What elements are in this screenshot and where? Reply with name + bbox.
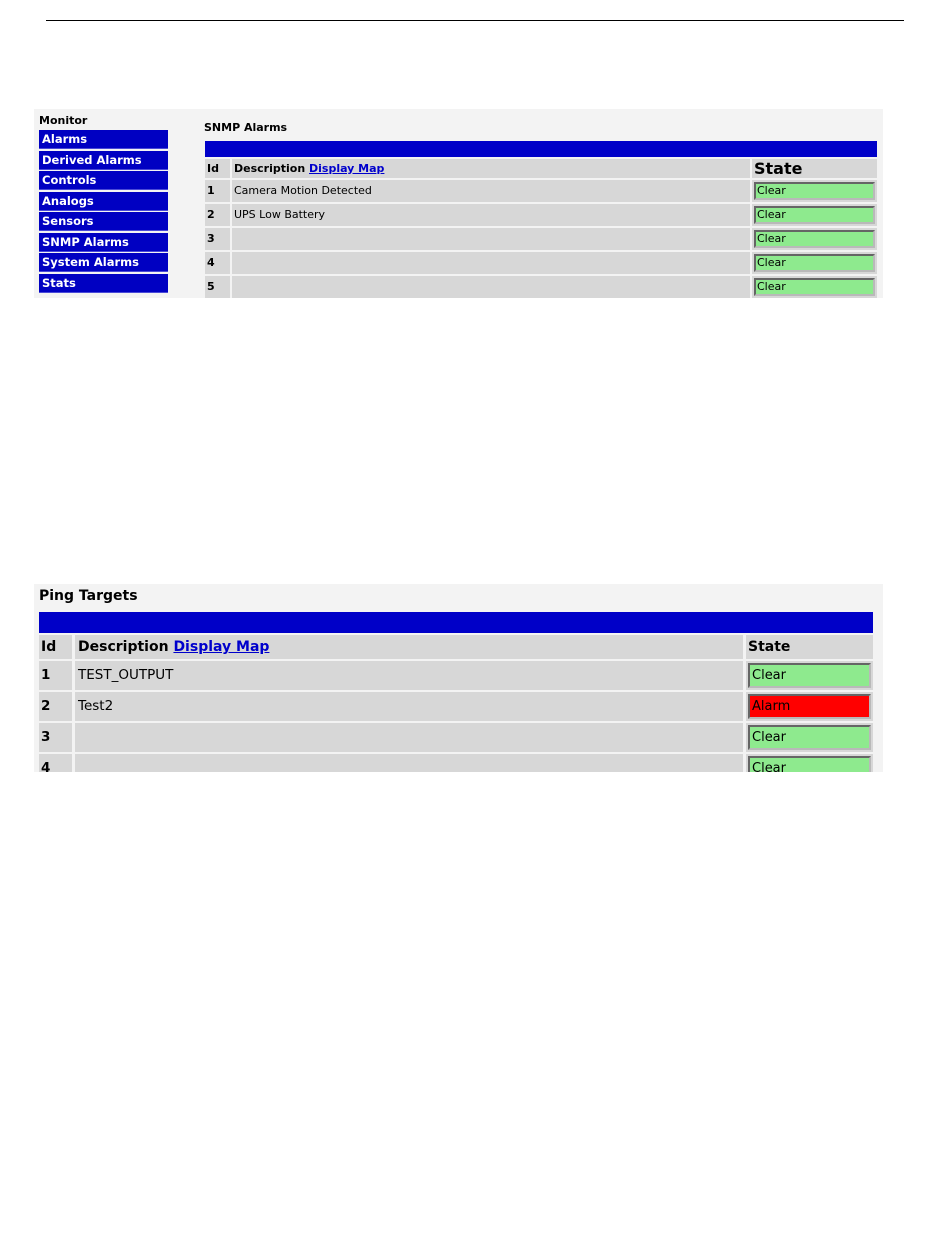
monitor-sidebar bbox=[39, 130, 168, 293]
sidebar-item-derived-alarms[interactable]: Derived Alarms bbox=[39, 151, 168, 170]
table-row bbox=[205, 204, 877, 226]
row-description bbox=[232, 252, 750, 274]
row-state-cell bbox=[752, 228, 877, 250]
table-row bbox=[39, 754, 873, 772]
state-badge: Clear bbox=[748, 756, 871, 772]
row-id: 1 bbox=[205, 180, 230, 202]
sidebar-item-controls[interactable]: Controls bbox=[39, 171, 168, 190]
state-badge: Clear bbox=[748, 725, 871, 750]
table-header-bar bbox=[205, 141, 877, 157]
sidebar-title: Monitor bbox=[39, 114, 88, 127]
row-description: UPS Low Battery bbox=[232, 204, 750, 226]
row-id: 5 bbox=[205, 276, 230, 298]
row-id: 2 bbox=[39, 692, 72, 721]
row-description: Test2 bbox=[75, 692, 743, 721]
row-id: 4 bbox=[205, 252, 230, 274]
row-state-cell bbox=[752, 180, 877, 202]
table-row bbox=[39, 692, 873, 721]
row-state-cell bbox=[752, 204, 877, 226]
sidebar-item-alarms[interactable]: Alarms bbox=[39, 130, 168, 149]
snmp-alarms-table bbox=[205, 141, 877, 298]
table-header-bar bbox=[39, 612, 873, 633]
state-badge: Alarm bbox=[748, 694, 871, 719]
row-id: 2 bbox=[205, 204, 230, 226]
row-state-cell bbox=[746, 754, 873, 772]
ping-targets-table bbox=[39, 612, 873, 772]
row-description: Camera Motion Detected bbox=[232, 180, 750, 202]
row-id: 3 bbox=[39, 723, 72, 752]
table-row bbox=[205, 252, 877, 274]
row-state-cell bbox=[752, 276, 877, 298]
display-map-link[interactable]: Display Map bbox=[309, 162, 385, 175]
table-row bbox=[39, 661, 873, 690]
table-row bbox=[205, 228, 877, 250]
ping-targets-screenshot bbox=[34, 584, 883, 772]
column-header-description bbox=[75, 635, 743, 659]
page-title: SNMP Alarms bbox=[204, 121, 288, 134]
row-description: TEST_OUTPUT bbox=[75, 661, 743, 690]
column-header-id: Id bbox=[205, 159, 230, 178]
sidebar-item-analogs[interactable]: Analogs bbox=[39, 192, 168, 211]
row-state-cell bbox=[746, 692, 873, 721]
table-row bbox=[39, 723, 873, 752]
row-description bbox=[75, 754, 743, 772]
state-badge: Clear bbox=[754, 182, 875, 200]
sidebar-item-sensors[interactable]: Sensors bbox=[39, 212, 168, 231]
snmp-alarms-screenshot bbox=[34, 109, 883, 298]
sidebar-item-snmp-alarms[interactable]: SNMP Alarms bbox=[39, 233, 168, 252]
column-header-id: Id bbox=[39, 635, 72, 659]
state-badge: Clear bbox=[754, 278, 875, 296]
display-map-link[interactable]: Display Map bbox=[173, 639, 270, 655]
row-id: 3 bbox=[205, 228, 230, 250]
row-state-cell bbox=[752, 252, 877, 274]
sidebar-item-system-alarms[interactable]: System Alarms bbox=[39, 253, 168, 272]
table-header-row bbox=[205, 159, 877, 178]
table-row bbox=[205, 180, 877, 202]
description-header-label: Description bbox=[78, 639, 169, 655]
row-description bbox=[232, 276, 750, 298]
page-title: Ping Targets bbox=[39, 588, 138, 604]
sidebar-item-stats[interactable]: Stats bbox=[39, 274, 168, 293]
row-state-cell bbox=[746, 723, 873, 752]
state-badge: Clear bbox=[754, 230, 875, 248]
table-header-row bbox=[39, 635, 873, 659]
row-state-cell bbox=[746, 661, 873, 690]
row-description bbox=[75, 723, 743, 752]
row-id: 1 bbox=[39, 661, 72, 690]
description-header-label: Description bbox=[234, 162, 306, 175]
state-badge: Clear bbox=[748, 663, 871, 688]
row-id: 4 bbox=[39, 754, 72, 772]
column-header-state: State bbox=[746, 635, 873, 659]
page-top-rule bbox=[46, 20, 904, 21]
state-badge: Clear bbox=[754, 206, 875, 224]
row-description bbox=[232, 228, 750, 250]
state-badge: Clear bbox=[754, 254, 875, 272]
table-row bbox=[205, 276, 877, 298]
column-header-description bbox=[232, 159, 750, 178]
column-header-state: State bbox=[752, 159, 877, 178]
